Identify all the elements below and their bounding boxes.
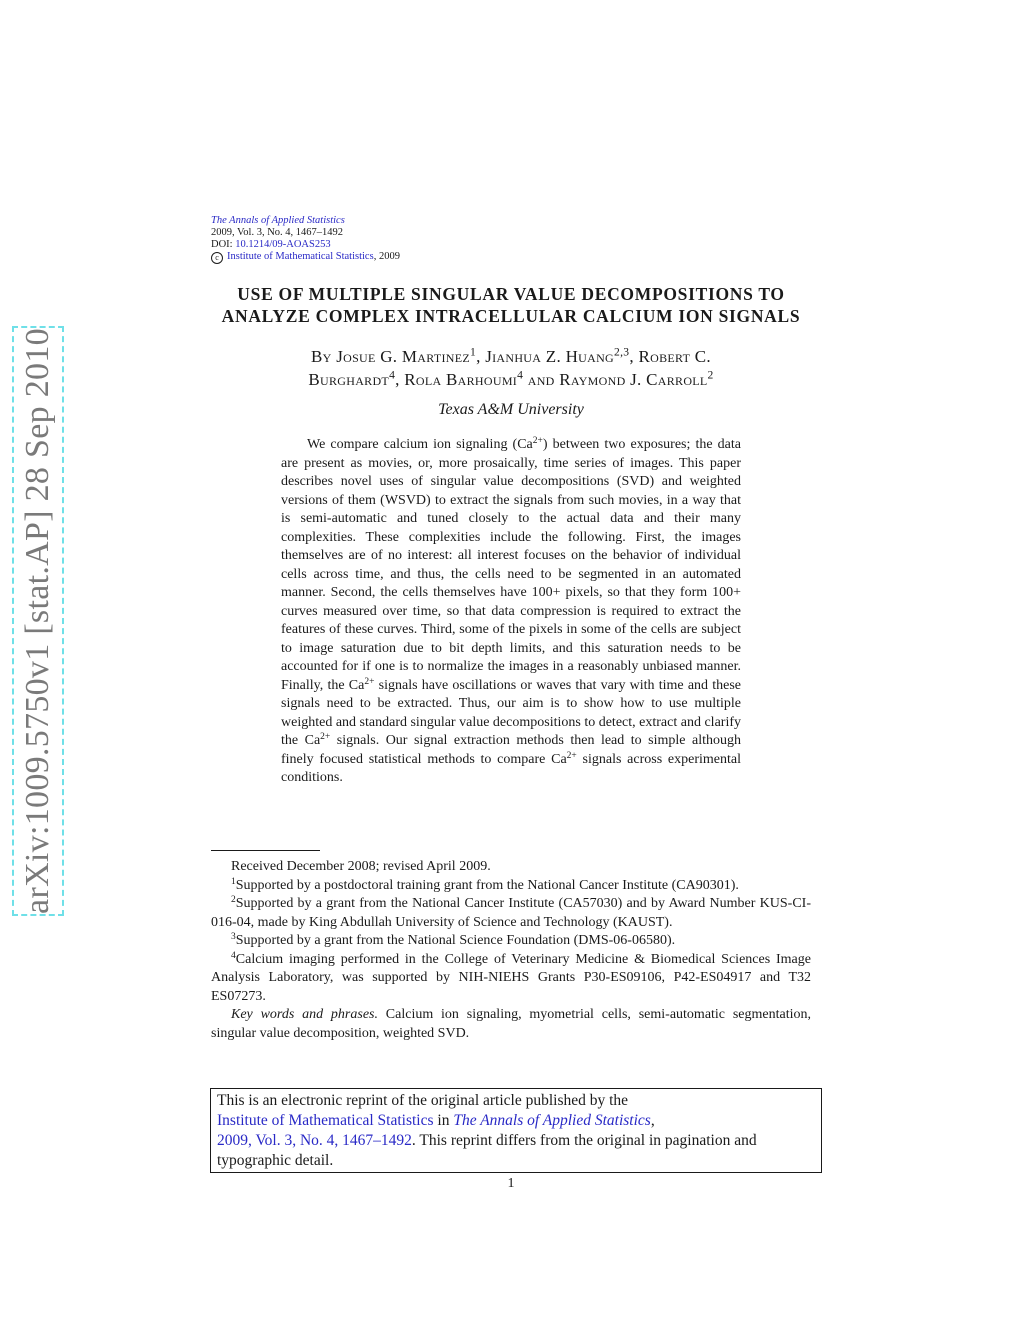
- journal-header: [211, 215, 400, 264]
- footnote-text: Calcium imaging performed in the College of Veterinary Medicine & Biomedical Sciences Image Analysis Laboratory, was supported by NIH-NIEHS Grants P30-ES09106, P42-ES04917 and T32 ES07273.: [211, 951, 811, 1004]
- ca-superscript: 2+: [364, 676, 375, 687]
- by-label: By: [311, 347, 332, 366]
- page-number: 1: [507, 1176, 515, 1191]
- arxiv-sidebar-stamp: [12, 326, 64, 916]
- reprint-rest: . This reprint differs from the original in pagination and typographic detail.: [217, 1132, 757, 1169]
- abstract-text: We compare calcium ion signaling (Ca: [307, 437, 533, 452]
- abstract-text: ) between two exposures; the data are present as movies, or, more prosaically, time series of images. This paper describes novel uses of singular value decompositions (SVD) and weighted versions of them (WSVD) to extract the signals from such movies, in a way that is semi-automatic and tuned closely to the actual data and their many complexities. These complexities include the following. First, the images themselves are of no interest: all interest focuses on the behavior of individual cells across time, and thus, the cells need to be segmented in an automated manner. Second, the cells themselves have 100+ pixels, so that they form 100+ curves measured over time, so that data compression is required to extract the features of these curves. Third, some of the pixels in some of the cells are subject to image saturation due to bit depth limits, and this saturation needs to be accounted for if one is to normalize the images in a reasonably unbiased manner. Finally, the Ca: [281, 437, 741, 693]
- author-burghardt-last: Burghardt: [308, 370, 390, 389]
- copyright-icon: c: [211, 252, 223, 264]
- footnote-mark: 3: [231, 931, 236, 942]
- footnote-text: Supported by a postdoctoral training grant from the National Cancer Institute (CA90301).: [235, 877, 739, 893]
- footnotes: [211, 858, 811, 1043]
- keywords-text: Calcium ion signaling, myometrial cells, semi-automatic segmentation, singular value decomposition, weighted SVD.: [211, 1007, 811, 1041]
- reprint-intro: This is an electronic reprint of the original article published by the: [217, 1092, 629, 1109]
- author-martinez: Josue G. Martinez: [336, 347, 470, 366]
- author-footnote-mark: 2: [707, 368, 714, 382]
- footnote-text: Supported by a grant from the National Science Foundation (DMS-06-06580).: [235, 933, 676, 948]
- footnote-mark: 4: [231, 950, 236, 961]
- author-barhoumi: Rola Barhoumi: [404, 370, 518, 389]
- ca-superscript: 2+: [532, 435, 543, 446]
- author-footnote-mark: 2,3: [614, 345, 630, 359]
- abstract: [281, 436, 741, 788]
- reprint-in: in: [433, 1112, 454, 1129]
- author-list: By Josue G. Martinez$^1$, Jianhua Z. Huang$^{2,3}$, Robert C. Burghardt$^4$, Rola Barhoumi$^4$ and Raymond J. Carroll$^2$: [308, 345, 714, 389]
- publisher-link[interactable]: Institute of Mathematical Statistics: [227, 251, 374, 262]
- journal-name-link[interactable]: The Annals of Applied Statistics: [211, 215, 345, 226]
- copyright-year: , 2009: [373, 251, 400, 262]
- footnote-1: [211, 877, 811, 896]
- author-huang: Jianhua Z. Huang: [485, 347, 615, 366]
- footnote-3: [211, 932, 811, 951]
- keywords-label: Key words and phrases.: [231, 1007, 378, 1022]
- reprint-journal-link[interactable]: The Annals of Applied Statistics: [453, 1112, 651, 1129]
- author-footnote-mark: 1: [470, 345, 477, 359]
- doi-label: DOI:: [211, 239, 233, 250]
- footnote-rule: [211, 850, 320, 851]
- paper-title: [211, 283, 811, 327]
- keywords: [211, 1006, 811, 1043]
- and-label: and: [527, 370, 555, 389]
- author-burghardt-first: Robert C.: [638, 347, 711, 366]
- doi-link[interactable]: 10.1214/09-AOAS253: [235, 239, 331, 250]
- abstract-text: signals have oscillations or waves that vary with time and these signals need to be extracted. Thus, our aim is to show how to use multiple weighted and standard singular value decompositions to detect, extract and clarify the Ca: [281, 677, 742, 748]
- ca-superscript: 2+: [320, 731, 331, 742]
- author-footnote-mark: 4: [517, 368, 524, 382]
- footnote-mark: 1: [231, 876, 236, 887]
- abstract-text: signals across experimental conditions.: [281, 751, 741, 785]
- affiliation: Texas A&M University: [438, 401, 584, 418]
- reprint-publisher-link[interactable]: Institute of Mathematical Statistics: [217, 1112, 434, 1129]
- abstract-text: signals. Our signal extraction methods then lead to simple although finely focused statistical methods to compare Ca: [281, 733, 742, 767]
- reprint-citation-link[interactable]: 2009, Vol. 3, No. 4, 1467–1492: [217, 1132, 412, 1149]
- volume-line: 2009, Vol. 3, No. 4, 1467–1492: [211, 227, 344, 238]
- footnote-2: [211, 895, 811, 932]
- arxiv-identifier[interactable]: arXiv:1009.5750v1 [stat.AP] 28 Sep 2010: [19, 328, 56, 914]
- ca-superscript: 2+: [566, 750, 577, 761]
- title-line-2: ANALYZE COMPLEX INTRACELLULAR CALCIUM ION SIGNALS: [221, 306, 801, 326]
- author-footnote-mark: 4: [389, 368, 396, 382]
- author-carroll: Raymond J. Carroll: [559, 370, 708, 389]
- footnote-mark: 2: [231, 894, 236, 905]
- reprint-notice-box: [210, 1088, 822, 1173]
- footnote-text: Supported by a grant from the National Cancer Institute (CA57030) and by Award Number KUS-CI-016-04, made by King Abdullah University of Science and Technology (KAUST).: [211, 896, 811, 930]
- received-date: Received December 2008; revised April 2009.: [231, 859, 491, 874]
- title-line-1: USE OF MULTIPLE SINGULAR VALUE DECOMPOSITIONS TO: [237, 284, 785, 304]
- footnote-4: [211, 951, 811, 1007]
- reprint-comma: ,: [650, 1112, 655, 1129]
